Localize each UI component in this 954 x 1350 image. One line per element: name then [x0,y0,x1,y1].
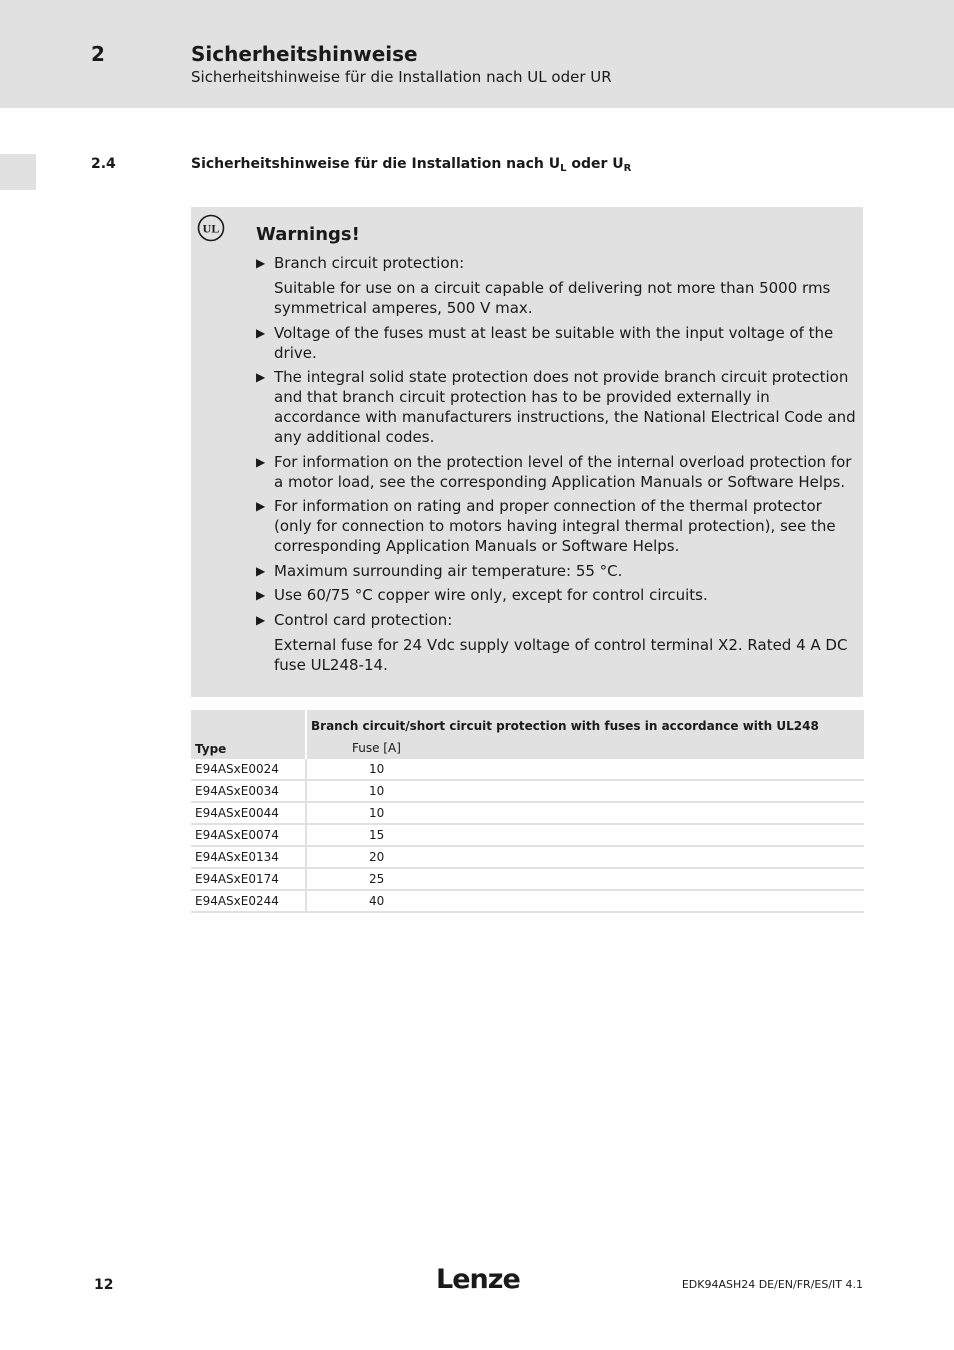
cell-fuse: 20 [306,846,864,868]
section-number: 2.4 [91,156,116,172]
section-title-sub-r: R [623,163,632,174]
cell-fuse: 15 [306,824,864,846]
section-title-middle: oder U [566,156,624,172]
warning-item [256,610,856,675]
warning-item-text: For information on the protection level of the internal overload protection for a motor load, see the corresponding Application Manuals or Software Helps. [274,452,852,491]
table-row [191,846,864,868]
warning-item [256,253,856,318]
ul-mark-icon [197,214,225,242]
warning-item-text: The integral solid state protection does not provide branch circuit protection and that branch circuit protection has to be provided externally in accordance with manufacturers instructions, the National Electrical Code and any additional codes. [274,368,856,446]
lenze-logo: Lenze [436,1264,520,1295]
table-group-header: Branch circuit/short circuit protection with fuses in accordance with UL248 [306,710,864,736]
section-title-prefix: Sicherheitshinweise für die Installation nach U [191,156,561,172]
warning-item [256,452,856,492]
table-row [191,780,864,802]
warning-item-text: Control card protection: [274,610,453,629]
cell-fuse: 10 [306,759,864,780]
bullet-arrow-icon: ▶ [256,588,266,602]
column-header-fuse: Fuse [A] [306,736,864,759]
warning-item [256,367,856,447]
warning-item-detail: Suitable for use on a circuit capable of delivering not more than 5000 rms symmetrical amperes, 500 V max. [274,279,831,317]
bullet-arrow-icon: ▶ [256,612,266,627]
page-header [0,0,954,108]
warning-list [256,253,856,679]
document-id: EDK94ASH24 DE/EN/FR/ES/IT 4.1 [681,1278,863,1291]
section-title [191,156,631,174]
column-header-type: Type [191,710,306,759]
table-row [191,824,864,846]
cell-type: E94ASxE0244 [191,890,306,912]
bullet-arrow-icon: ▶ [256,454,266,469]
table-row [191,868,864,890]
warning-item [256,585,856,605]
warning-item-text: Branch circuit protection: [274,254,465,272]
warning-item [256,496,856,556]
cell-type: E94ASxE0074 [191,824,306,846]
table-row [191,802,864,824]
cell-type: E94ASxE0134 [191,846,306,868]
side-tab-marker [0,154,36,190]
bullet-arrow-icon: ▶ [256,499,266,513]
bullet-arrow-icon: ▶ [256,370,266,384]
ul-mark-text: UL [202,221,220,236]
fuse-table [191,710,864,913]
bullet-arrow-icon: ▶ [256,256,266,270]
chapter-number: 2 [91,42,105,66]
cell-type: E94ASxE0174 [191,868,306,890]
section-title-sub-l: L [560,163,567,174]
warning-item-detail: External fuse for 24 Vdc supply voltage of control terminal X2. Rated 4 A DC fuse UL248-14. [274,635,848,674]
cell-type: E94ASxE0024 [191,759,306,780]
cell-fuse: 25 [306,868,864,890]
table-row [191,890,864,912]
warning-title: Warnings! [256,224,360,245]
cell-fuse: 40 [306,890,864,912]
warning-item-text: For information on rating and proper connection of the thermal protector (only for connection to motors having integral thermal protection), see the corresponding Application Manuals or Software Helps. [274,497,836,555]
cell-type: E94ASxE0044 [191,802,306,824]
fuse-table-body [191,759,864,912]
chapter-title: Sicherheitshinweise [191,42,418,66]
warning-item [256,323,856,363]
bullet-arrow-icon: ▶ [256,325,266,340]
table-row [191,759,864,780]
cell-fuse: 10 [306,802,864,824]
warning-item-text: Voltage of the fuses must at least be suitable with the input voltage of the drive. [274,323,834,362]
warning-item [256,561,856,581]
cell-type: E94ASxE0034 [191,780,306,802]
chapter-subtitle: Sicherheitshinweise für die Installation nach UL oder UR [191,68,612,86]
cell-fuse: 10 [306,780,864,802]
warning-box [191,207,863,697]
warning-item-text: Maximum surrounding air temperature: 55 °C. [274,561,623,580]
bullet-arrow-icon: ▶ [256,563,266,578]
page-number: 12 [94,1277,114,1293]
warning-item-text: Use 60/75 °C copper wire only, except for control circuits. [274,586,708,604]
